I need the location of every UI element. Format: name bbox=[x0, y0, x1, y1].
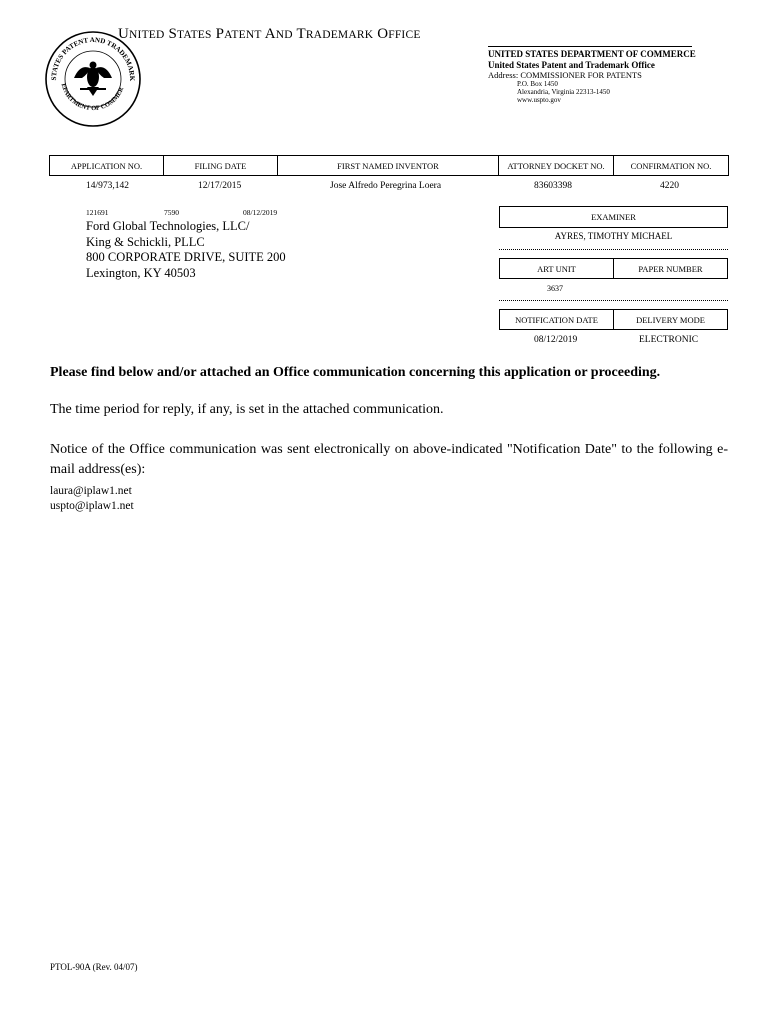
customer-number: 121691 bbox=[86, 208, 109, 217]
correspondence-date: 08/12/2019 bbox=[243, 208, 278, 217]
notification-date: 08/12/2019 bbox=[534, 335, 578, 345]
application-number: 14/973,142 bbox=[86, 181, 130, 191]
address-line: 800 CORPORATE DRIVE, SUITE 200 bbox=[86, 250, 286, 264]
correspondence-code: 7590 bbox=[164, 208, 179, 217]
application-header-table bbox=[49, 155, 729, 176]
title-rule bbox=[488, 46, 692, 47]
header-confirmation-no: CONFIRMATION NO. bbox=[614, 156, 729, 176]
reply-period-text: The time period for reply, if any, is set in the attached communication. bbox=[50, 402, 444, 417]
address-po: P.O. Box 1450 bbox=[517, 80, 558, 88]
art-unit-value: 3637 bbox=[547, 284, 563, 293]
attorney-docket-number: 83603398 bbox=[534, 181, 572, 191]
dotted-rule bbox=[499, 300, 728, 301]
examiner-label: EXAMINER bbox=[591, 212, 636, 222]
office-title: UNITED STATES PATENT AND TRADEMARK OFFICE bbox=[118, 26, 421, 42]
art-unit-label: ART UNIT bbox=[537, 263, 576, 274]
uspto-seal bbox=[44, 30, 142, 128]
header-attorney-docket-no: ATTORNEY DOCKET NO. bbox=[499, 156, 614, 176]
agency-name: United States Patent and Trademark Office bbox=[488, 60, 655, 70]
email-address: laura@iplaw1.net bbox=[50, 485, 132, 497]
address-web: www.uspto.gov bbox=[517, 96, 561, 104]
notification-date-label: NOTIFICATION DATE bbox=[515, 314, 598, 325]
address-label: Address: bbox=[488, 70, 519, 80]
examiner-name: AYRES, TIMOTHY MICHAEL bbox=[554, 231, 673, 241]
art-unit-box bbox=[499, 258, 728, 279]
address-line: Lexington, KY 40503 bbox=[86, 265, 196, 280]
filing-date: 12/17/2015 bbox=[198, 181, 242, 191]
department-name: UNITED STATES DEPARTMENT OF COMMERCE bbox=[488, 49, 696, 59]
svg-text:DEPARTMENT OF COMMERCE: EPARTMENT OF COMMER bbox=[59, 82, 126, 113]
electronic-notice-text: Notice of the Office communication was sent electronically on above-indicated "Notification Date" to the following e-mail address(es): bbox=[50, 442, 728, 477]
delivery-mode-label: DELIVERY MODE bbox=[613, 310, 727, 329]
dotted-rule bbox=[499, 249, 728, 250]
address-line bbox=[488, 70, 642, 80]
address-name: COMMISSIONER FOR PATENTS bbox=[520, 70, 642, 80]
email-address: uspto@iplaw1.net bbox=[50, 500, 134, 512]
svg-text:UNITED STATES PATENT AND TRADE: STATES PATENT AND TRADEMARK bbox=[49, 35, 137, 82]
notification-box bbox=[499, 309, 728, 330]
notice-heading: Please find below and/or attached an Office communication concerning this application or proceeding. bbox=[50, 365, 661, 380]
address-line: King & Schickli, PLLC bbox=[86, 234, 205, 249]
header-filing-date: FILING DATE bbox=[164, 156, 278, 176]
address-city: Alexandria, Virginia 22313-1450 bbox=[517, 88, 610, 96]
form-identifier: PTOL-90A (Rev. 04/07) bbox=[50, 962, 138, 972]
header-application-no: APPLICATION NO. bbox=[50, 156, 164, 176]
header-first-named-inventor: FIRST NAMED INVENTOR bbox=[278, 156, 499, 176]
paper-number-label: PAPER NUMBER bbox=[613, 259, 727, 278]
confirmation-number: 4220 bbox=[660, 181, 679, 191]
examiner-label-box bbox=[499, 206, 728, 228]
correspondence-address bbox=[86, 219, 286, 281]
address-line: Ford Global Technologies, LLC/ bbox=[86, 219, 250, 233]
email-list bbox=[50, 484, 134, 514]
delivery-mode: ELECTRONIC bbox=[639, 335, 699, 345]
first-named-inventor: Jose Alfredo Peregrina Loera bbox=[330, 181, 442, 191]
